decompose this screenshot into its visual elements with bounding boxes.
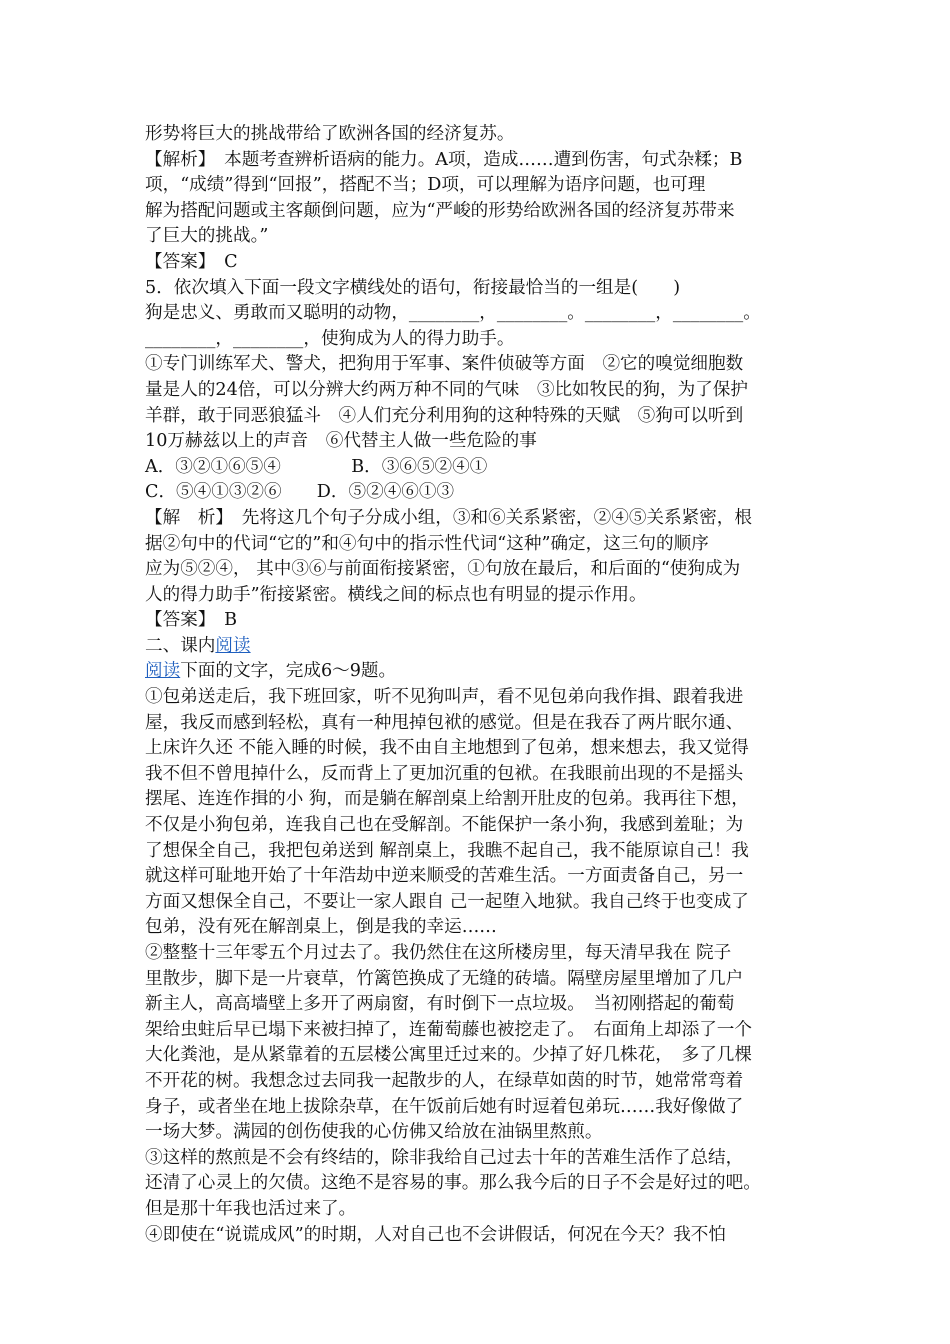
question-5-options-text: 羊群，敢于同恶狼猛斗 ④人们充分利用狗的这种特殊的天赋 ⑤狗可以听到 xyxy=(145,405,744,426)
passage-line: 方面又想保全自己，不要让一家人跟自 己一起堕入地狱。我自己终于也变成了 xyxy=(145,891,749,912)
passage-line: 还清了心灵上的欠债。这绝不是容易的事。那么我今后的日子不会是好过的吧。 xyxy=(145,1173,761,1194)
text-line: 了巨大的挑战。” xyxy=(145,226,269,247)
passage-line: 不开花的树。我想念过去同我一起散步的人，在绿草如茵的时节，她常常弯着 xyxy=(145,1070,744,1091)
passage-line: ①包弟送走后，我下班回家，听不见狗叫声，看不见包弟向我作揖、跟着我进 xyxy=(145,687,744,708)
document-page xyxy=(145,122,825,1248)
passage-line: 里散步，脚下是一片衰草，竹篱笆换成了无缝的砖墙。隔壁房屋里增加了几户 xyxy=(145,968,744,989)
answer-line: 【答案】 C xyxy=(145,251,238,272)
section-heading xyxy=(145,634,825,660)
passage-line: 我不但不曾甩掉什么，反而背上了更加沉重的包袱。在我眼前出现的不是摇头 xyxy=(145,763,744,784)
passage-line: ②整整十三年零五个月过去了。我仍然住在这所楼房里，每天清早我在 院子 xyxy=(145,943,732,963)
passage-line: 屋，我反而感到轻松，真有一种甩掉包袱的感觉。但是在我吞了两片眠尔通、 xyxy=(145,712,744,733)
text-line: 解为搭配问题或主客颠倒问题，应为“严峻的形势给欧洲各国的经济复苏带来 xyxy=(145,200,735,221)
question-5-options-text: 量是人的24倍，可以分辨大约两万种不同的气味 ③比如牧民的狗，为了保护 xyxy=(145,379,748,400)
analysis-line: 【解 析】 先将这几个句子分成小组，③和⑥关系紧密，②④⑤关系紧密，根 xyxy=(145,507,752,528)
text-line: 应为⑤②④， 其中③⑥与前面衔接紧密，①句放在最后，和后面的“使狗成为 xyxy=(145,559,741,580)
passage-line: 一场大梦。满园的创伤使我的心仿佛又给放在油锅里熬煎。 xyxy=(145,1122,603,1143)
question-5-blanks: 狗是忠义、勇敢而又聪明的动物，________，________。________，________。 xyxy=(145,303,761,324)
reading-link[interactable]: 阅读 xyxy=(215,635,251,656)
answer-line: 【答案】 B xyxy=(145,610,238,631)
text-line: 项，“成绩”得到“回报”，搭配不当；D项，可以理解为语序问题，也可理 xyxy=(145,175,706,196)
passage-line: 摆尾、连连作揖的小 狗，而是躺在解剖桌上给割开肚皮的包弟。我再往下想， xyxy=(145,789,749,810)
passage-line: 身子，或者坐在地上拔除杂草，在午饭前后她有时逗着包弟玩……我好像做了 xyxy=(145,1096,744,1117)
question-5-options-text: ①专门训练军犬、警犬，把狗用于军事、案件侦破等方面 ②它的嗅觉细胞数 xyxy=(145,354,744,375)
passage-line: 包弟，没有死在解剖桌上，倒是我的幸运…… xyxy=(145,917,497,938)
passage-line: 上床许久还 不能入睡的时候，我不由自主地想到了包弟，想来想去，我又觉得 xyxy=(145,738,749,759)
question-5-options-text: 10万赫兹以上的声音 ⑥代替主人做一些危险的事 xyxy=(145,431,537,452)
question-5-stem: 5．依次填入下面一段文字横线处的语句，衔接最恰当的一组是( ) xyxy=(145,277,681,298)
text-line: 据②句中的代词“它的”和④句中的指示性代词“这种”确定，这三句的顺序 xyxy=(145,533,709,554)
passage-line: 大化粪池，是从紧靠着的五层楼公寓里迁过来的。少掉了好几株花， 多了几棵 xyxy=(145,1045,752,1066)
passage-line: 架给虫蛀后早已塌下来被扫掉了，连葡萄藤也被挖走了。 右面角上却添了一个 xyxy=(145,1019,752,1040)
text-line: 形势将巨大的挑战带给了欧洲各国的经济复苏。 xyxy=(145,124,515,144)
choice-cd: C．⑤④①③②⑥ D．⑤②④⑥①③ xyxy=(145,482,455,503)
analysis-line: 【解析】 本题考查辨析语病的能力。A项，造成……遭到伤害，句式杂糅；B xyxy=(145,149,743,170)
reading-link[interactable]: 阅读 xyxy=(145,661,181,682)
question-5-blanks: ________，________，使狗成为人的得力助手。 xyxy=(145,328,515,349)
reading-intro xyxy=(145,659,825,685)
reading-intro-text: 下面的文字，完成6～9题。 xyxy=(180,661,397,682)
passage-line: 就这样可耻地开始了十年浩劫中逆来顺受的苦难生活。一方面责备自己，另一 xyxy=(145,866,744,887)
text-line: 人的得力助手”衔接紧密。横线之间的标点也有明显的提示作用。 xyxy=(145,584,647,605)
passage-line: ④即使在“说谎成风”的时期，人对自己也不会讲假话，何况在今天？我不怕 xyxy=(145,1224,726,1245)
passage-line: 了想保全自己，我把包弟送到 解剖桌上，我瞧不起自己，我不能原谅自己！我 xyxy=(145,840,749,861)
choice-ab: A．③②①⑥⑤④ B．③⑥⑤②④① xyxy=(145,456,488,477)
passage-line: 不仅是小狗包弟，连我自己也在受解剖。不能保护一条小狗，我感到羞耻；为 xyxy=(145,815,744,836)
passage-line: ③这样的熬煎是不会有终结的，除非我给自己过去十年的苦难生活作了总结， xyxy=(145,1147,744,1168)
passage-line: 新主人，高高墙壁上多开了两扇窗，有时倒下一点垃圾。 当初刚搭起的葡萄 xyxy=(145,994,735,1015)
section-heading-prefix: 二、课内 xyxy=(145,635,216,656)
passage-line: 但是那十年我也活过来了。 xyxy=(145,1198,357,1219)
